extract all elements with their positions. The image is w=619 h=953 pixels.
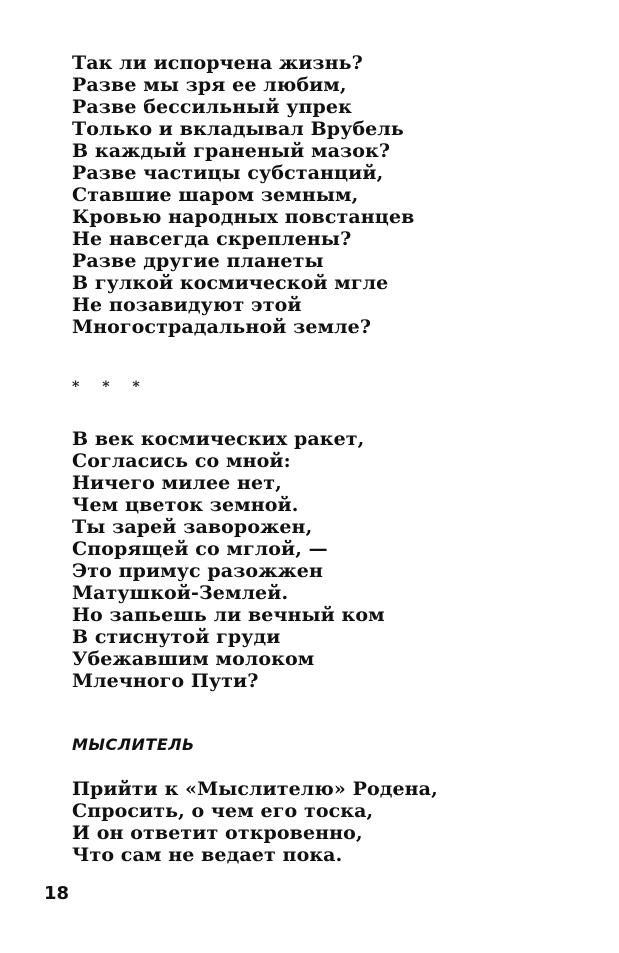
poem-line: Чем цветок земной. <box>72 494 299 516</box>
poem-line: В каждый граненый мазок? <box>72 140 391 162</box>
page-number: 18 <box>44 883 70 904</box>
poem-stanza-3 <box>72 778 438 866</box>
poem-line: Не позавидуют этой <box>72 294 302 316</box>
poem-line: Но запьешь ли вечный ком <box>72 604 385 626</box>
poem-stanza-2 <box>72 428 385 692</box>
poem-line: Разве бессильный упрек <box>72 96 352 118</box>
poem-line: Ничего милее нет, <box>72 472 282 494</box>
poem-line: Разве другие планеты <box>72 250 324 272</box>
poem-line: Млечного Пути? <box>72 670 259 692</box>
poem-line: Это примус разожжен <box>72 560 323 582</box>
poem-line: И он ответит откровенно, <box>72 822 363 844</box>
poem-line: Спорящей со мглой, — <box>72 538 328 560</box>
poem-line: Спросить, о чем его тоска, <box>72 800 374 822</box>
stanza-separator: * * * <box>72 379 149 395</box>
poem-line: В стиснутой груди <box>72 626 281 648</box>
poem-line: Что сам не ведает пока. <box>72 844 343 866</box>
poem-line: Так ли испорчена жизнь? <box>72 52 363 74</box>
poem-line: Только и вкладывал Врубель <box>72 118 404 140</box>
poem-line: Ты зарей заворожен, <box>72 516 313 538</box>
poem-line: Ставшие шаром земным, <box>72 184 359 206</box>
poem-line: Кровью народных повстанцев <box>72 206 415 228</box>
poem-line: Разве частицы субстанций, <box>72 162 384 184</box>
poem-line: Не навсегда скреплены? <box>72 228 352 250</box>
poem-line: В век космических ракет, <box>72 428 365 450</box>
poem-line: Убежавшим молоком <box>72 648 315 670</box>
poem-stanza-1 <box>72 52 414 338</box>
poem-line: Прийти к «Мыслителю» Родена, <box>72 778 438 800</box>
poem-line: В гулкой космической мгле <box>72 272 389 294</box>
poem-line: Согласись со мной: <box>72 450 291 472</box>
poem-line: Многострадальной земле? <box>72 316 372 338</box>
poem-line: Разве мы зря ее любим, <box>72 74 347 96</box>
poem-line: Матушкой-Землей. <box>72 582 289 604</box>
poem-title: МЫСЛИТЕЛЬ <box>72 735 195 754</box>
